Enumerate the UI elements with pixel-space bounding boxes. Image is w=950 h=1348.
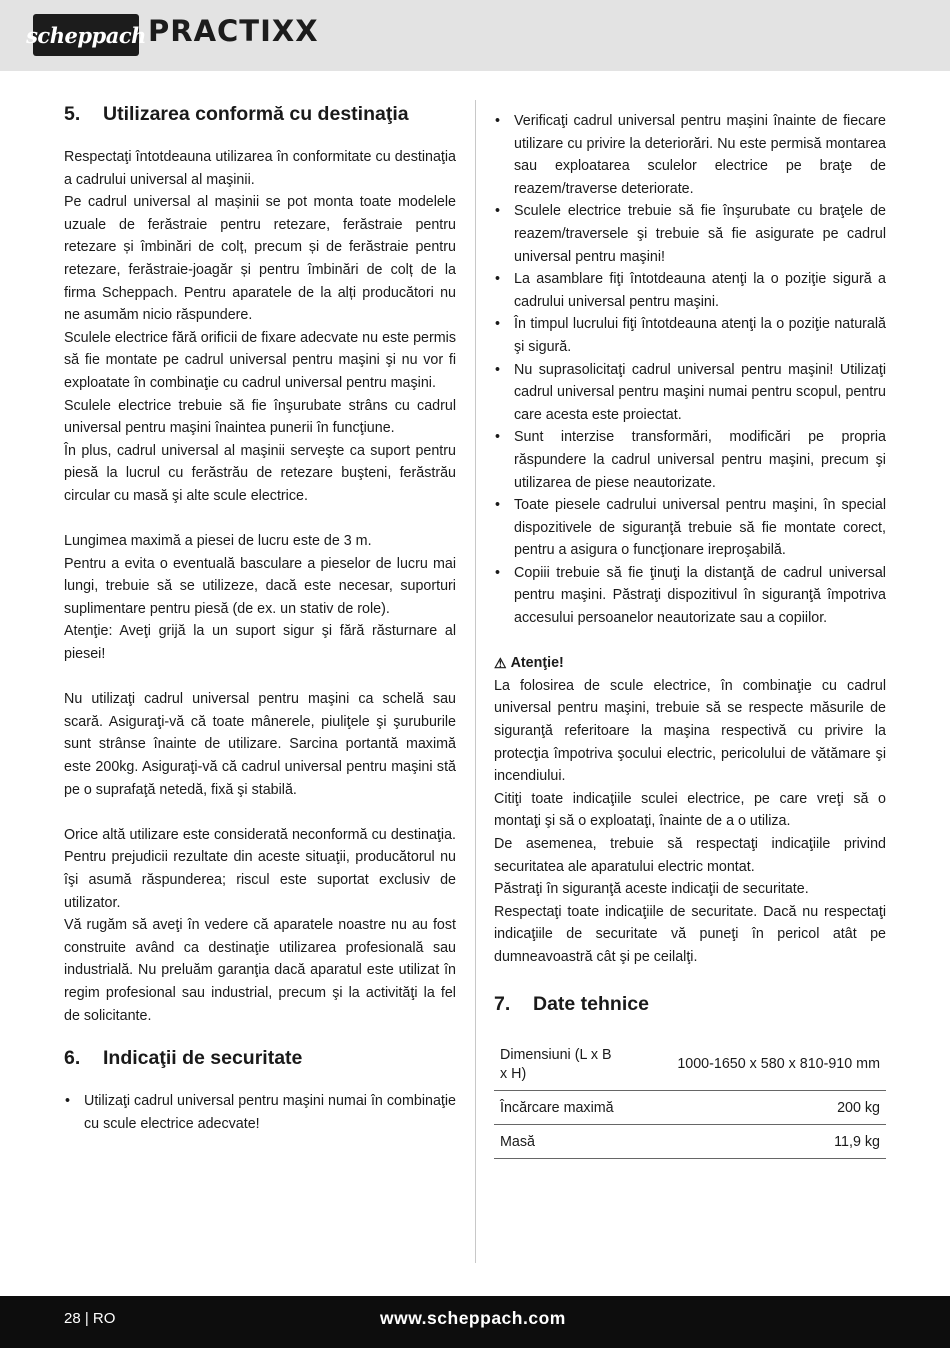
list-item: • Sculele electrice trebuie să fie înşurubate cu braţele de reazem/traversele şi trebuie să fie asigurate pe cadrul universal pentru maşini! — [494, 200, 886, 268]
spec-value: 200 kg — [624, 1090, 886, 1124]
list-item: • Sunt interzise transformări, modificări pe propria răspundere la cadrul universal pentru maşini, precum şi utilizarea de piese neautorizate. — [494, 426, 886, 494]
table-row — [494, 1038, 886, 1091]
spec-label: Încărcare maximă — [494, 1090, 624, 1124]
list-item: • Utilizaţi cadrul universal pentru maşini numai în combinaţie cu scule electrice adecvate! — [64, 1090, 456, 1135]
paragraph: Orice altă utilizare este considerată neconformă cu destinaţia. Pentru prejudicii rezultate din aceste situaţii, producătorul nu îşi asumă răspunderea; riscul este suportat exclusiv de utilizator. — [64, 826, 456, 911]
list-item: • Toate piesele cadrului universal pentru maşini, în special dispozitivele de siguranţă trebuie să fie montate corect, pentru a asigura o funcţionare ireproşabilă. — [494, 494, 886, 562]
safety-list-continued — [494, 110, 886, 630]
list-item: • Nu suprasolicitaţi cadrul universal pentru maşini! Utilizaţi cadrul universal pentru maşini numai pentru scopul, pentru care acesta este proiectat. — [494, 359, 886, 427]
paragraph: Citiţi toate indicaţiile sculei electrice, pe care vreţi să o montaţi şi să o exploataţi, înainte de a o utiliza. — [494, 790, 886, 830]
table-row — [494, 1090, 886, 1124]
spec-label: Masă — [494, 1124, 624, 1158]
paragraph: Lungimea maximă a piesei de lucru este de 3 m. — [64, 533, 372, 550]
paragraph: Păstraţi în siguranţă aceste indicaţii de securitate. — [494, 881, 809, 898]
paragraph: În plus, cadrul universal al maşinii serveşte ca suport pentru piesă la lucrul cu ferăstrău de retezare buşteni, ferăstrău circular cu masă şi alte scule electrice. — [64, 442, 456, 504]
list-item: • Copiii trebuie să fie ţinuţi la distanţă de cadrul universal pentru maşini. Păstraţi dispozitivul în siguranţă împotriva accesului persoanelor neautorizate sau a copiilor. — [494, 562, 886, 630]
paragraph: Nu utilizaţi cadrul universal pentru maşini ca schelă sau scară. Asiguraţi-vă că toate mânerele, piuliţele şi şuruburile sunt strânse înainte de utilizare. Sarcina portantă maximă este 200kg. Asiguraţi-vă că cadrul universal pentru maşini stă pe o suprafaţă netedă, fixă şi stabilă. — [64, 691, 456, 798]
column-divider — [475, 100, 476, 1263]
section-7-heading — [494, 993, 886, 1016]
paragraph: Sculele electrice fără orificii de fixare adecvate nu este permis să fie montate pe cadrul universal pentru maşini şi nu vor fi exploatate în combinaţie cu cadrul universal pentru maşini. — [64, 329, 456, 391]
practixx-brand: PRACTIXX — [148, 14, 319, 48]
list-item: • În timpul lucrului fiţi întotdeauna atenţi la o poziţie naturală şi sigură. — [494, 313, 886, 358]
section-number: 7. — [494, 992, 511, 1015]
paragraph: Respectaţi întotdeauna utilizarea în conformitate cu destinaţia a cadrului universal al maşinii. — [64, 149, 456, 188]
table-row — [494, 1124, 886, 1158]
paragraph: Pe cadrul universal al mașinii se pot monta toate modelele uzuale de ferăstraie pentru retezare, ferăstraie pentru retezare și îmbinări de colț, precum și de ferăstraie pentru retezare, ferăstraie-joagăr și pentru îmbinări de colț de la firma Scheppach. Pentru aparatele de la alți producători nu ne asumăm nicio răspundere. — [64, 194, 456, 324]
section-title: Utilizarea conformă cu destinaţia — [103, 103, 409, 125]
safety-list — [64, 1090, 456, 1135]
list-item: • Verificaţi cadrul universal pentru maşini înainte de fiecare utilizare cu privire la deteriorări. Nu este permisă montarea sau exploatarea sculelor electrice pe braţe de reazem/traverse deteriorate. — [494, 110, 886, 200]
paragraph: Vă rugăm să aveţi în vedere că aparatele noastre nu au fost construite având ca destinaţie utilizarea profesională sau industrială. Nu preluăm garanţia dacă aparatul este utilizat în regim profesional sau industrial, precum şi la activităţi la fel de solicitante. — [64, 917, 456, 1024]
left-column — [64, 103, 456, 1135]
paragraph: Atenţie: Aveţi grijă la un suport sigur şi fără răsturnare al piesei! — [64, 623, 456, 663]
warning-title: Atenţie! — [510, 655, 564, 672]
paragraph: La folosirea de scule electrice, în combinaţie cu cadrul universal pentru maşini, trebuie să se respecte măsurile de siguranţă referitoare la maşina respectivă cu privire la protecţia împotriva şocului electric, pericolului de vătămare şi incendiului. — [494, 677, 886, 785]
technical-data-table — [494, 1038, 886, 1159]
section-6-heading — [64, 1047, 456, 1070]
list-item: • La asamblare fiţi întotdeauna atenţi la o poziţie sigură a cadrului universal pentru maşini. — [494, 268, 886, 313]
section-title: Indicaţii de securitate — [103, 1047, 303, 1070]
warning-triangle-icon: ⚠ — [494, 655, 507, 672]
page-number: 28 | RO — [64, 1310, 116, 1327]
scheppach-logo — [26, 14, 146, 56]
spec-value: 1000-1650 x 580 x 810-910 mm — [624, 1038, 886, 1091]
warning-heading — [494, 652, 886, 675]
section-number: 6. — [64, 1047, 81, 1070]
paragraph: Sculele electrice trebuie să fie înşurubate strâns cu cadrul universal pentru maşini înaintea punerii în funcţiune. — [64, 397, 456, 437]
spec-label: Dimensiuni (L x B x H) — [494, 1038, 624, 1091]
section-5-heading — [64, 103, 456, 126]
section-title: Date tehnice — [533, 992, 649, 1015]
spec-value: 11,9 kg — [624, 1124, 886, 1158]
paragraph: Respectaţi toate indicaţiile de securitate. Dacă nu respectaţi indicaţiile de securitate vă puneţi în pericol atât pe dumneavoastră cât şi pe ceilalţi. — [494, 903, 886, 965]
right-column — [494, 110, 886, 1159]
website-link[interactable]: www.scheppach.com — [380, 1308, 566, 1328]
section-number: 5. — [64, 103, 81, 125]
paragraph: Pentru a evita o eventuală basculare a pieselor de lucru mai lungi, trebuie să se utilizeze, dacă este necesar, suporturi suplimentare pentru piesă (de ex. un stativ de role). — [64, 555, 456, 617]
page-header — [0, 0, 950, 71]
page-footer — [0, 1296, 950, 1348]
paragraph: De asemenea, trebuie să respectaţi indicaţiile privind securitatea ale aparatului electric montat. — [494, 836, 886, 875]
logo-text: scheppach — [26, 22, 146, 48]
